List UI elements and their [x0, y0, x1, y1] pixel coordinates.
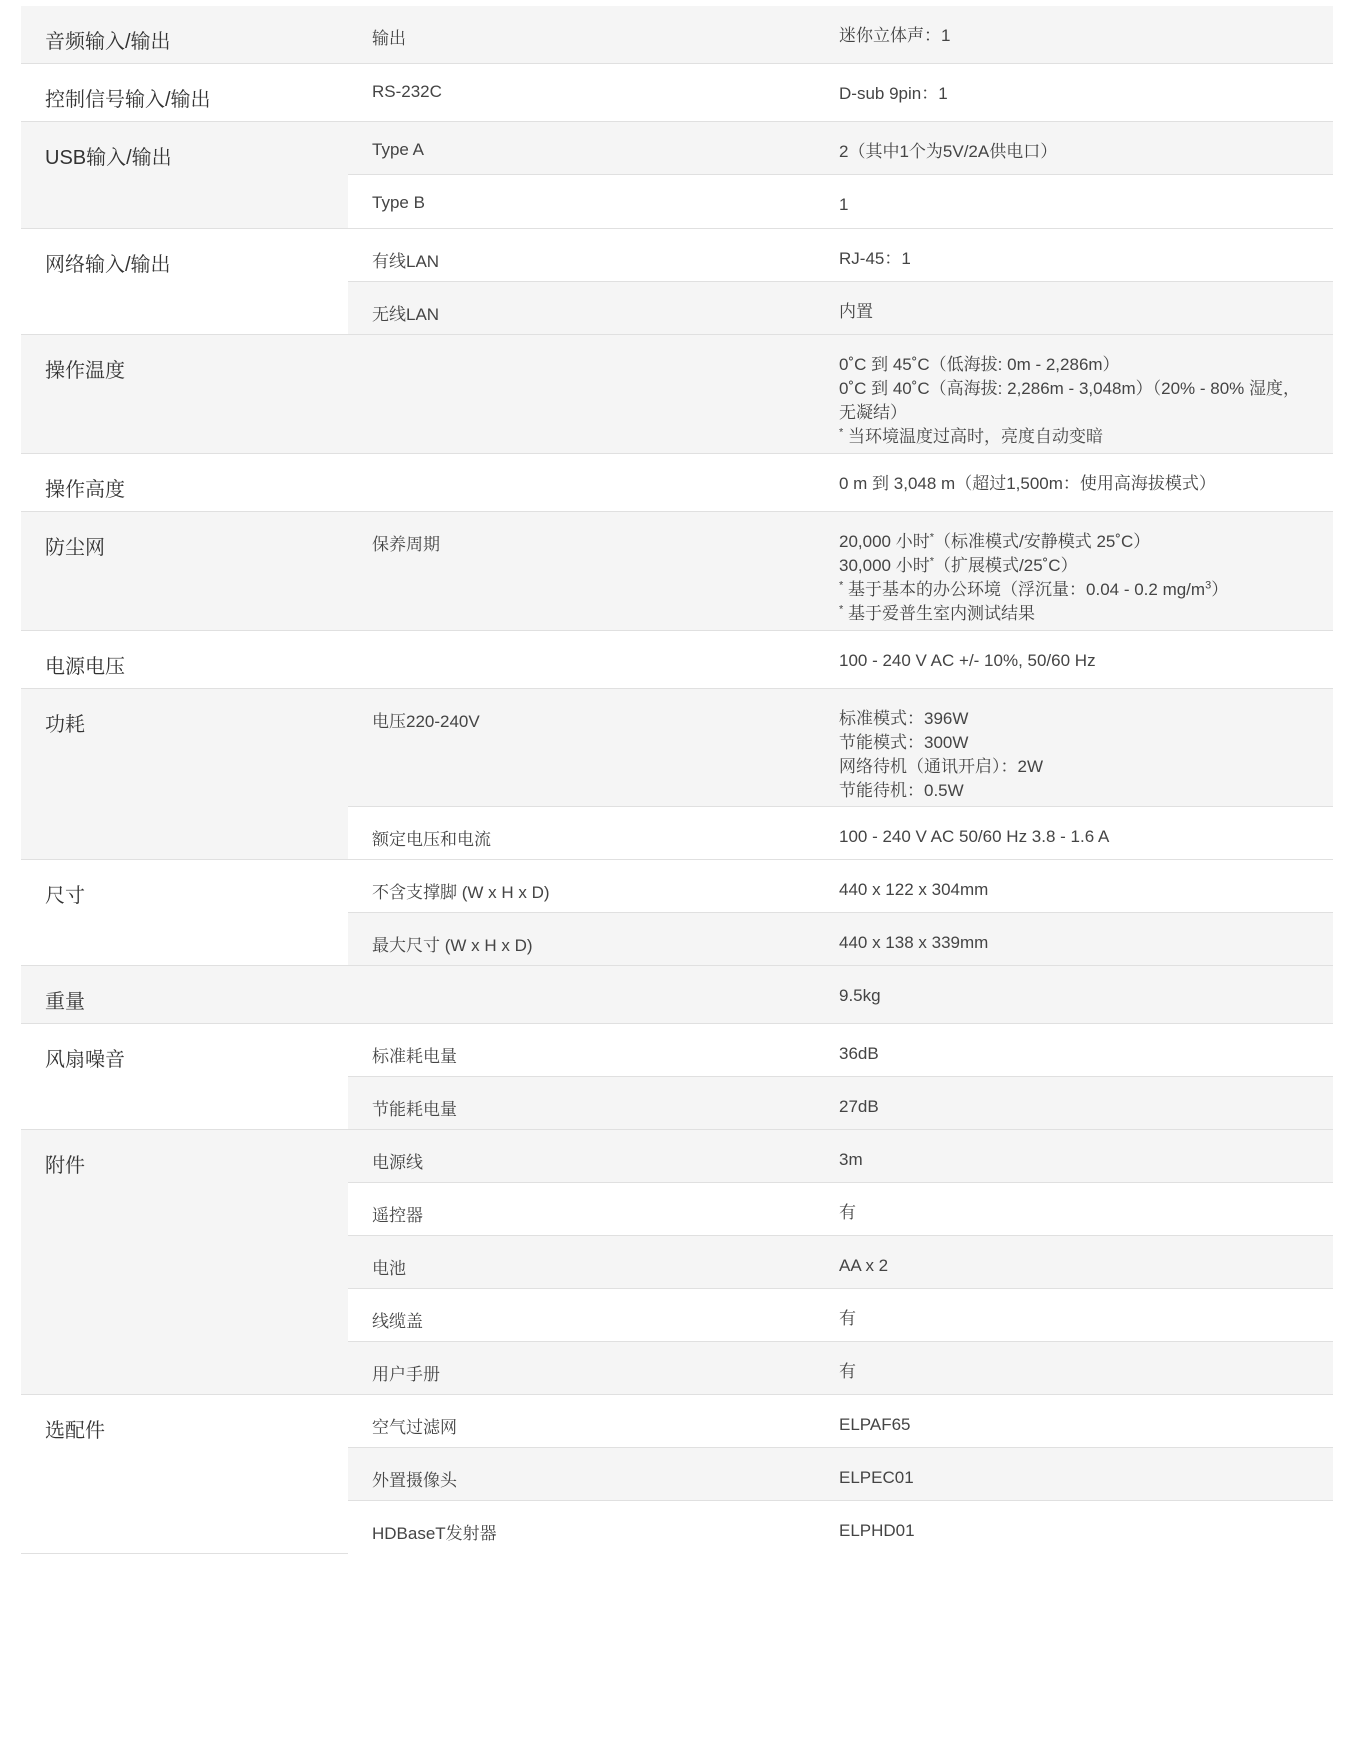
- item-value: [839, 511, 1333, 630]
- item-value: [839, 334, 1333, 453]
- item-value: 有: [839, 1288, 1333, 1341]
- table-row: [21, 63, 1333, 121]
- value-line: 节能待机：0.5W: [839, 780, 964, 800]
- category-label: USB输入/输出: [21, 121, 348, 228]
- category-label: 重量: [21, 965, 348, 1023]
- table-row: [21, 121, 1333, 174]
- item-name: 额定电压和电流: [348, 806, 839, 859]
- item-name: [348, 334, 839, 453]
- item-name: 有线LAN: [348, 228, 839, 281]
- item-name: [348, 630, 839, 688]
- item-value: ELPHD01: [839, 1520, 915, 1540]
- footnote-marker: *: [839, 425, 844, 438]
- item-name: 节能耗电量: [348, 1076, 839, 1129]
- category-label: 音频输入/输出: [21, 6, 348, 63]
- value-line: [839, 530, 1309, 554]
- item-name: 电池: [348, 1235, 839, 1288]
- item-name: Type B: [348, 174, 839, 228]
- item-value: 440 x 138 x 339mm: [839, 912, 1333, 965]
- value-line-text: 30,000 小时*（扩展模式/25˚C）: [839, 554, 1078, 575]
- value-line: 标准模式：396W: [839, 708, 969, 728]
- item-name: 标准耗电量: [348, 1023, 839, 1076]
- table-row: [21, 859, 1333, 912]
- value-line: 节能模式：300W: [839, 732, 969, 752]
- item-value: AA x 2: [839, 1235, 1333, 1288]
- table-row: [21, 1023, 1333, 1076]
- item-value: RJ-45：1: [839, 228, 1333, 281]
- item-value: 27dB: [839, 1076, 1333, 1129]
- category-label: 网络输入/输出: [21, 228, 348, 334]
- item-name: [348, 453, 839, 511]
- item-name: [348, 965, 839, 1023]
- category-label: 选配件: [21, 1394, 348, 1553]
- footnote-line: [839, 578, 1309, 602]
- category-label: 功耗: [21, 688, 348, 859]
- item-name: 线缆盖: [348, 1288, 839, 1341]
- value-line: 0˚C 到 40˚C（高海拔: 2,286m - 3,048m）（20% - 80% 湿度，无凝结）: [839, 378, 1301, 422]
- item-name: 保养周期: [348, 511, 839, 630]
- item-value: [839, 688, 1333, 806]
- value-line: [839, 554, 1309, 578]
- item-name: 外置摄像头: [348, 1447, 839, 1500]
- table-row: [21, 688, 1333, 806]
- value-line-text: 20,000 小时*（标准模式/安静模式 25˚C）: [839, 530, 1151, 551]
- item-value: 36dB: [839, 1023, 1333, 1076]
- item-name: Type A: [348, 121, 839, 174]
- table-row: [21, 334, 1333, 453]
- category-label: 操作温度: [21, 334, 348, 453]
- item-value: 内置: [839, 281, 1333, 334]
- item-value: D-sub 9pin：1: [839, 63, 1333, 121]
- table-row: [21, 965, 1333, 1023]
- item-name: 用户手册: [348, 1341, 839, 1394]
- value-line: 网络待机（通讯开启）：2W: [839, 756, 1043, 776]
- item-name: 输出: [348, 6, 839, 63]
- value-line: 0˚C 到 45˚C（低海拔: 0m - 2,286m）: [839, 354, 1120, 374]
- table-row: [21, 453, 1333, 511]
- category-label: 尺寸: [21, 859, 348, 965]
- footnote-marker: *: [839, 578, 844, 591]
- item-name: 不含支撑脚 (W x H x D): [348, 859, 839, 912]
- item-value: 100 - 240 V AC +/- 10%, 50/60 Hz: [839, 630, 1333, 688]
- item-value: 0 m 到 3,048 m（超过1,500m：使用高海拔模式）: [839, 453, 1333, 511]
- item-value: 有: [839, 1182, 1333, 1235]
- category-label: 操作高度: [21, 453, 348, 511]
- table-row: [21, 1129, 1333, 1182]
- table-row: [21, 511, 1333, 630]
- item-name: RS-232C: [348, 63, 839, 121]
- item-value: 3m: [839, 1129, 1333, 1182]
- item-value: 迷你立体声：1: [839, 6, 1333, 63]
- footnote-line: [839, 425, 1309, 449]
- table-row: [21, 630, 1333, 688]
- table-row: [21, 6, 1333, 63]
- spec-table: [21, 6, 1333, 1554]
- category-label: 风扇噪音: [21, 1023, 348, 1129]
- table-row: [21, 228, 1333, 281]
- table-row: [21, 1394, 1333, 1447]
- item-value: 9.5kg: [839, 965, 1333, 1023]
- category-label: 控制信号输入/输出: [21, 63, 348, 121]
- item-name: 电源线: [348, 1129, 839, 1182]
- item-value: 2（其中1个为5V/2A供电口）: [839, 121, 1333, 174]
- category-label: 防尘网: [21, 511, 348, 630]
- item-value: 440 x 122 x 304mm: [839, 859, 1333, 912]
- footnote-marker: *: [839, 602, 844, 615]
- category-label: 电源电压: [21, 630, 348, 688]
- footnote-text: 基于基本的办公环境（浮沉量：0.04 - 0.2 $mg/m^3$）: [848, 578, 1229, 599]
- footnote-text: 当环境温度过高时，亮度自动变暗: [848, 426, 1104, 446]
- item-value: 有: [839, 1341, 1333, 1394]
- item-name: 空气过滤网: [348, 1394, 839, 1447]
- item-name: 遥控器: [348, 1182, 839, 1235]
- footnote-line: [839, 602, 1309, 626]
- item-value: ELPEC01: [839, 1447, 1333, 1500]
- item-name: HDBaseT发射器: [372, 1523, 497, 1543]
- category-label: 附件: [21, 1129, 348, 1394]
- item-value: 100 - 240 V AC 50/60 Hz 3.8 - 1.6 A: [839, 806, 1333, 859]
- item-name: 最大尺寸 (W x H x D): [348, 912, 839, 965]
- item-name: 电压220-240V: [348, 688, 839, 806]
- footnote-text: 基于爱普生室内测试结果: [848, 603, 1036, 623]
- item-value: ELPAF65: [839, 1394, 1333, 1447]
- item-name: 无线LAN: [348, 281, 839, 334]
- item-value: 1: [839, 174, 1333, 228]
